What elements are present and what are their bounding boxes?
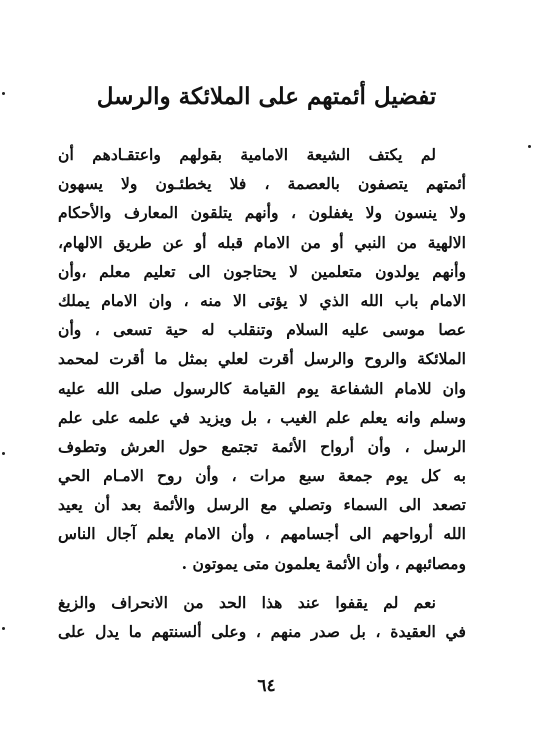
text-line: نعم لم يقفوا عند هذا الحد من الانحراف والزيغ <box>58 593 436 612</box>
text-line: ومصائبهم ، وأن الأئمة يعلمون متى يموتون . <box>181 553 466 573</box>
scan-speck <box>2 452 5 455</box>
text-line: ولا ينسون ولا يغفلون ، وأنهم يتلقون المعارف والأحكام <box>58 203 466 223</box>
text-line: تصعد الى السماء وتصلي مع الرسل والأئمة بعد أن يعيد <box>58 495 466 515</box>
paragraph-1 <box>58 140 466 578</box>
text-line: الامام باب الله الذي لا يؤتى الا منه ، وان الامام يملك <box>58 290 466 310</box>
page-number: ٦٤ <box>257 676 276 696</box>
text-line: وسلم وانه يعلم علم الغيب ، بل ويزيد في علمه على علم <box>58 407 466 427</box>
text-line: الله أرواحهم الى أجسامهم ، وأن الامام يعلم آجال الناس <box>58 524 466 544</box>
text-line: وان للامام الشفاعة يوم القيامة كالرسول صلى الله عليه <box>58 378 466 398</box>
text-line: به كل يوم جمعة سبع مرات ، وأن روح الامـام الحي <box>58 466 466 486</box>
text-line: الملائكة والروح والرسل أقرت لعلي بمثل ما أقرت لمحمد <box>58 349 466 369</box>
text-line: الرسل ، وأن أرواح الأئمة تجتمع حول العرش وتطوف <box>58 436 466 456</box>
paragraph-2 <box>58 588 466 646</box>
scan-speck <box>2 92 5 95</box>
text-line: وأنهم يولدون متعلمين لا يحتاجون الى تعليم معلم ،وأن <box>58 261 466 281</box>
text-line: أئمتهم يتصفون بالعصمة ، فلا يخطئـون ولا يسهون <box>58 174 466 194</box>
chapter-title: تفضيل أئمتهم على الملائكة والرسل <box>96 83 437 110</box>
scan-speck <box>2 627 5 630</box>
scan-speck <box>528 145 531 148</box>
text-line: في العقيدة ، بل صدر منهم ، وعلى ألسنتهم ما يدل على <box>58 622 466 642</box>
text-line: الالهية من النبي أو من الامام قبله أو عن طريق الالهام، <box>58 232 466 252</box>
text-line: لم يكتف الشيعة الامامية بقولهم واعتقـادهم أن <box>58 145 436 164</box>
text-line: عصا موسى عليه السلام وتنقلب له حية تسعى ، وأن <box>58 320 466 340</box>
